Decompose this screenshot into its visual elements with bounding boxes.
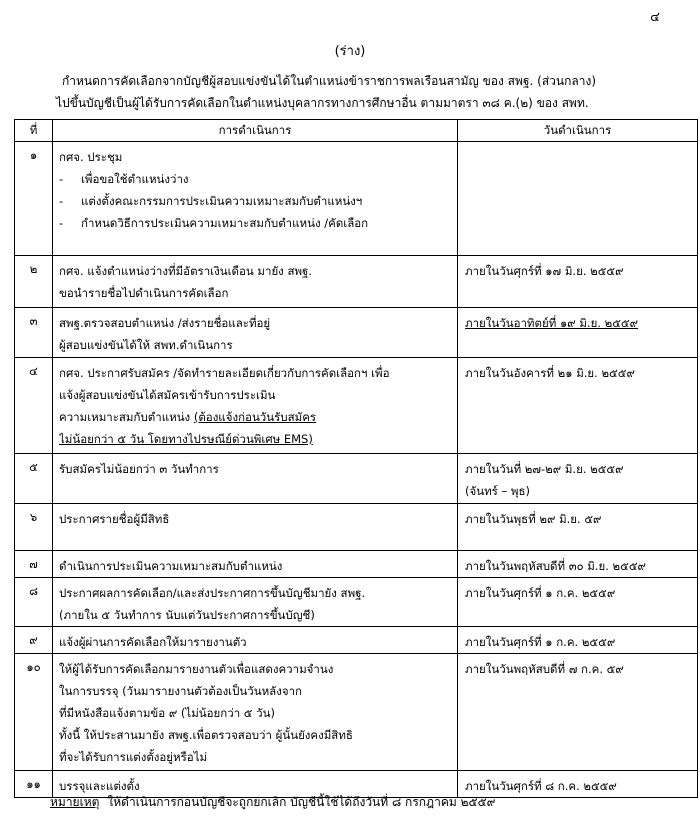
activity-line: ที่จะได้รับการแต่งตั้งอยู่หรือไม่ [59,750,208,764]
row-number: ๒ [15,256,53,308]
table-row [15,256,698,308]
row-number: ๗ [15,551,53,578]
row-activity [53,256,458,308]
table-row [15,308,698,358]
date-line: ภายในวันที่ ๒๗-๒๙ มิ.ย. ๒๕๕๙ [465,462,624,476]
table-row [15,578,698,627]
row-date [458,308,698,358]
row-date [458,454,698,504]
table-row [15,358,698,454]
activity-line: ที่มีหนังสือแจ้งตามข้อ ๙ (ไม่น้อยกว่า ๕ วัน) [59,706,275,720]
page-number: ๔ [650,10,660,25]
row-number: ๙ [15,627,53,654]
footnote-text: ให้ดำเนินการก่อนบัญชีจะถูกยกเลิก บัญชีนี้ใช้ได้ถึงวันที่ ๘ กรกฎาคม ๒๕๕๙ [107,795,496,809]
activity-note-underlined: (ต้องแจ้งก่อนวันรับสมัคร [193,410,317,424]
row-number: ๖ [15,504,53,551]
date-line: ภายในวันศุกร์ที่ ๑ ก.ค. ๒๕๕๙ [465,635,616,649]
row-date [458,504,698,551]
date-line: ภายในวันศุกร์ที่ ๑ ก.ค. ๒๕๕๙ [465,586,616,600]
activity-line: ประกาศผลการคัดเลือก/และส่งประกาศการขึ้นบัญชีมายัง สพฐ. [59,586,366,600]
row-number: ๑๑ [15,771,53,798]
bullet-text: แต่งตั้งคณะกรรมการประเมินความเหมาะสมกับตำแหน่งฯ [81,194,363,208]
schedule-table [14,119,698,798]
row-number: ๑ [15,142,53,256]
row-number: ๘ [15,578,53,627]
activity-line: สพฐ.ตรวจสอบตำแหน่ง /ส่งรายชื่อและที่อยู่ [59,316,271,330]
table-row [15,142,698,256]
header-no: ที่ [15,120,53,142]
date-line: ภายในวันศุกร์ที่ ๘ ก.ค. ๒๕๕๙ [465,779,617,793]
row-date [458,358,698,454]
draft-label: (ร่าง) [334,44,366,59]
row-date [458,654,698,771]
row-date [458,256,698,308]
table-row [15,654,698,771]
date-line: ภายในวันพฤหัสบดีที่ ๗ ก.ค. ๕๙ [465,662,624,676]
activity-line: ในการบรรจุ (วันมารายงานตัวต้องเป็นวันหลังจาก [59,684,302,698]
row-activity [53,308,458,358]
activity-line [59,406,453,428]
row-date [458,578,698,627]
row-date [458,627,698,654]
date-line: ภายในวันพุธที่ ๒๙ มิ.ย. ๕๙ [465,512,602,526]
table-row [15,504,698,551]
intro-line-1: กำหนดการคัดเลือกจากบัญชีผู้สอบแข่งขันได้ในตำแหน่งข้าราชการพลเรือนสามัญ ของ สพฐ. (ส่วนกลาง) [62,74,597,88]
bullet-item: - แต่งตั้งคณะกรรมการประเมินความเหมาะสมกับตำแหน่งฯ [59,194,363,208]
activity-line: ขอนำรายชื่อไปดำเนินการคัดเลือก [59,286,229,300]
row-activity [53,627,458,654]
bullet-text: เพื่อขอใช้ตำแหน่งว่าง [81,172,189,186]
activity-line: ประกาศรายชื่อผู้มีสิทธิ [59,512,170,526]
activity-note-underlined: ไม่น้อยกว่า ๕ วัน โดยทางไปรษณีย์ด่วนพิเศษ EMS) [59,432,313,446]
date-line: (จันทร์ – พุธ) [465,484,530,498]
activity-line: ผู้สอบแข่งขันได้ให้ สพท.ดำเนินการ [59,338,233,352]
activity-line: (ภายใน ๕ วันทำการ นับแต่วันประกาศการขึ้นบัญชี) [59,608,315,622]
row-number: ๑๐ [15,654,53,771]
bullet-item: - กำหนดวิธีการประเมินความเหมาะสมกับตำแหน่ง /คัดเลือก [59,216,369,230]
activity-line: ทั้งนี้ ให้ประสานมายัง สพฐ.เพื่อตรวจสอบว่า ผู้นั้นยังคงมีสิทธิ [59,728,353,742]
table-row [15,454,698,504]
activity-line: บรรจุและแต่งตั้ง [59,779,140,793]
intro-text [56,70,692,114]
date-line: ภายในวันพฤหัสบดีที่ ๓๐ มิ.ย. ๒๕๕๙ [465,559,646,573]
activity-line: แจ้งผู้ผ่านการคัดเลือกให้มารายงานตัว [59,635,247,649]
row-number: ๓ [15,308,53,358]
activity-line: ดำเนินการประเมินความเหมาะสมกับตำแหน่ง [59,559,283,573]
row-activity [53,454,458,504]
row-date [458,142,698,256]
activity-line: ให้ผู้ได้รับการคัดเลือกมารายงานตัวเพื่อแสดงความจำนง [59,662,334,676]
row-number: ๔ [15,358,53,454]
row-activity [53,358,458,454]
footnote [50,793,690,812]
activity-line: แจ้งผู้สอบแข่งขันได้สมัครเข้ารับการประเมิน [59,388,276,402]
row-activity [53,551,458,578]
row-activity [53,142,458,256]
footnote-label: หมายเหตุ [50,795,100,809]
table-row [15,627,698,654]
activity-line: กศจ. ประชุม [59,150,123,164]
activity-line: รับสมัครไม่น้อยกว่า ๓ วันทำการ [59,462,219,476]
bullet-item: - เพื่อขอใช้ตำแหน่งว่าง [59,172,189,186]
date-line: ภายในวันอังคารที่ ๒๑ มิ.ย. ๒๕๕๙ [465,366,635,380]
row-activity [53,578,458,627]
header-date: วันดำเนินการ [458,120,698,142]
date-line: ภายในวันอาทิตย์ที่ ๑๙ มิ.ย. ๒๕๕๙ [465,316,639,330]
activity-text: ความเหมาะสมกับตำแหน่ง [59,410,191,424]
header-activity: การดำเนินการ [53,120,458,142]
row-number: ๕ [15,454,53,504]
bullet-text: กำหนดวิธีการประเมินความเหมาะสมกับตำแหน่ง /คัดเลือก [81,216,369,230]
activity-line: กศจ. แจ้งตำแหน่งว่างที่มีอัตราเงินเดือน มายัง สพฐ. [59,264,313,278]
row-date [458,551,698,578]
intro-line-2: ไปขึ้นบัญชีเป็นผู้ได้รับการคัดเลือกในตำแหน่งบุคลากรทางการศึกษาอื่น ตามมาตรา ๓๘ ค.(๒) ของ สพท. [56,96,589,110]
table-header-row [15,120,698,142]
row-activity [53,504,458,551]
row-activity [53,654,458,771]
date-line: ภายในวันศุกร์ที่ ๑๗ มิ.ย. ๒๕๕๙ [465,264,624,278]
activity-line: กศจ. ประกาศรับสมัคร /จัดทำรายละเอียดเกี่ยวกับการคัดเลือกฯ เพื่อ [59,366,390,380]
table-row [15,551,698,578]
